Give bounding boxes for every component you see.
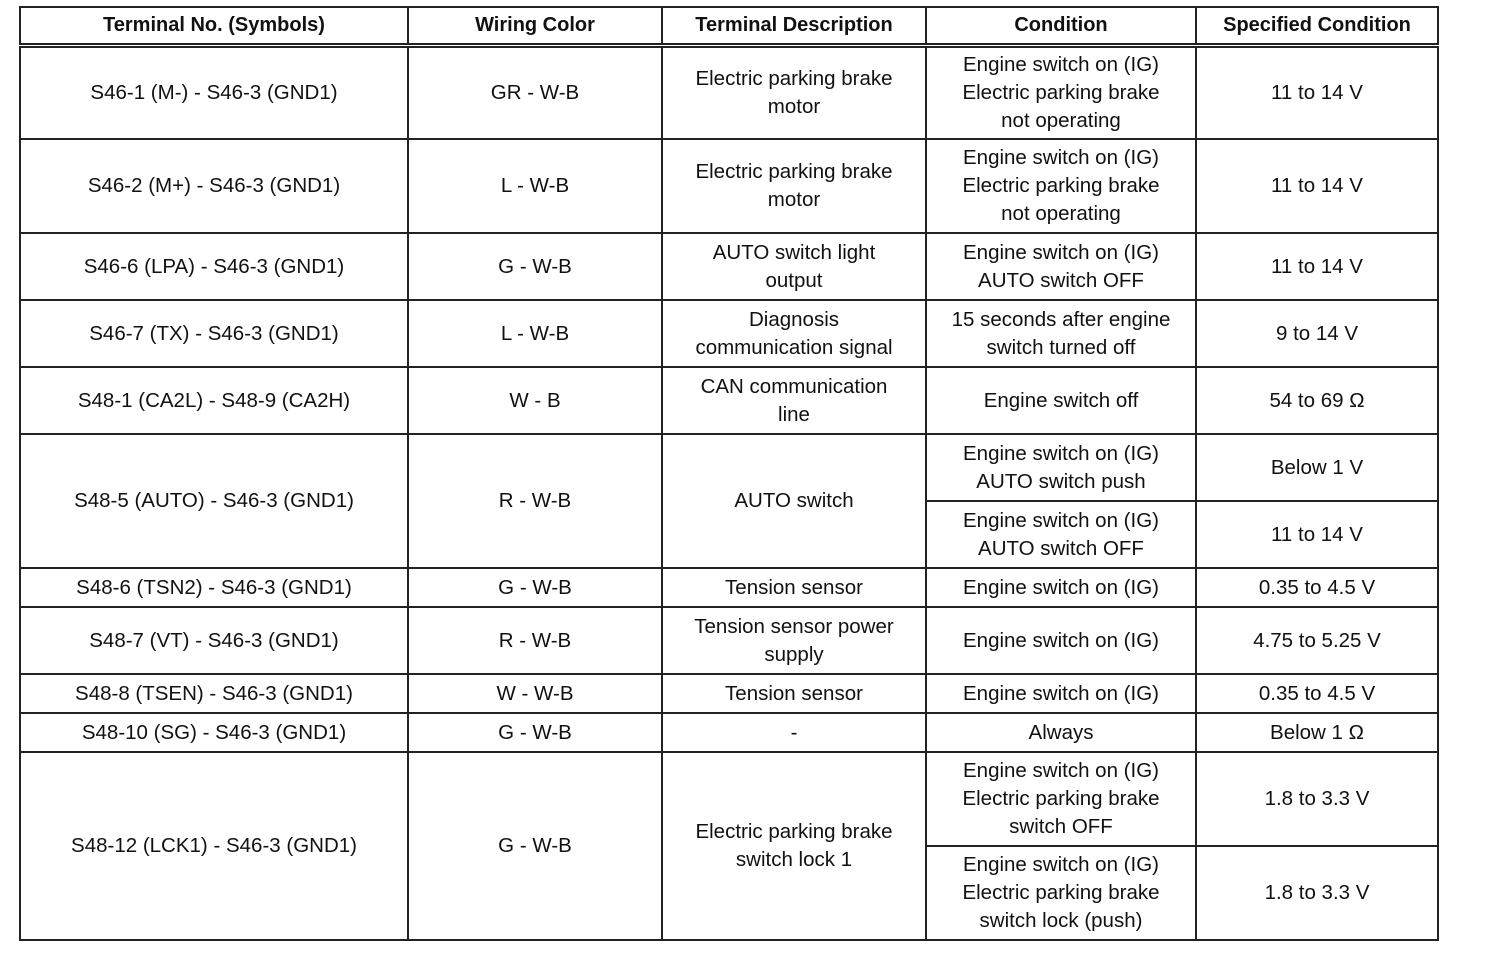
table-row [20, 674, 1438, 713]
specified-condition-cell: 0.35 to 4.5 V [1196, 674, 1438, 713]
wiring-color-cell: W - B [408, 367, 662, 434]
description-cell: CAN communication line [662, 367, 926, 434]
table-row [20, 139, 1438, 233]
description-cell: Electric parking brake switch lock 1 [662, 752, 926, 940]
description-cell: - [662, 713, 926, 752]
table-header-row [20, 7, 1438, 45]
description-cell: Electric parking brake motor [662, 45, 926, 139]
header-specified-condition: Specified Condition [1196, 7, 1438, 45]
condition-cell: Engine switch off [926, 367, 1196, 434]
terminal-cell: S46-2 (M+) - S46-3 (GND1) [20, 139, 408, 233]
specified-condition-cell: 1.8 to 3.3 V [1196, 846, 1438, 940]
header-wiring-color: Wiring Color [408, 7, 662, 45]
description-cell: Electric parking brake motor [662, 139, 926, 233]
specified-condition-cell: 9 to 14 V [1196, 300, 1438, 367]
description-cell: Tension sensor [662, 674, 926, 713]
condition-cell: Engine switch on (IG) AUTO switch OFF [926, 501, 1196, 568]
terminal-cell: S48-6 (TSN2) - S46-3 (GND1) [20, 568, 408, 607]
condition-cell: Engine switch on (IG) [926, 674, 1196, 713]
condition-cell: Engine switch on (IG) [926, 607, 1196, 674]
specified-condition-cell: 11 to 14 V [1196, 501, 1438, 568]
wiring-color-cell: L - W-B [408, 300, 662, 367]
condition-cell: Engine switch on (IG) Electric parking brake switch lock (push) [926, 846, 1196, 940]
specified-condition-cell: 0.35 to 4.5 V [1196, 568, 1438, 607]
terminal-cell: S48-12 (LCK1) - S46-3 (GND1) [20, 752, 408, 940]
wiring-color-cell: G - W-B [408, 752, 662, 940]
table-row [20, 300, 1438, 367]
table-row [20, 434, 1438, 501]
table-row [20, 45, 1438, 139]
wiring-color-cell: G - W-B [408, 568, 662, 607]
terminal-cell: S46-6 (LPA) - S46-3 (GND1) [20, 233, 408, 300]
description-cell: Tension sensor [662, 568, 926, 607]
wiring-color-cell: R - W-B [408, 434, 662, 568]
terminal-cell: S48-1 (CA2L) - S48-9 (CA2H) [20, 367, 408, 434]
terminal-cell: S48-5 (AUTO) - S46-3 (GND1) [20, 434, 408, 568]
specified-condition-cell: 4.75 to 5.25 V [1196, 607, 1438, 674]
condition-cell: Engine switch on (IG) Electric parking brake not operating [926, 45, 1196, 139]
condition-cell: Engine switch on (IG) AUTO switch push [926, 434, 1196, 501]
description-cell: AUTO switch light output [662, 233, 926, 300]
terminal-cell: S46-7 (TX) - S46-3 (GND1) [20, 300, 408, 367]
specified-condition-cell: 11 to 14 V [1196, 233, 1438, 300]
terminal-cell: S48-7 (VT) - S46-3 (GND1) [20, 607, 408, 674]
wiring-color-cell: R - W-B [408, 607, 662, 674]
description-cell: Tension sensor power supply [662, 607, 926, 674]
specified-condition-cell: Below 1 Ω [1196, 713, 1438, 752]
table-row [20, 607, 1438, 674]
wiring-color-cell: GR - W-B [408, 45, 662, 139]
specified-condition-cell: 11 to 14 V [1196, 139, 1438, 233]
header-terminal: Terminal No. (Symbols) [20, 7, 408, 45]
terminal-cell: S48-10 (SG) - S46-3 (GND1) [20, 713, 408, 752]
specified-condition-cell: 11 to 14 V [1196, 45, 1438, 139]
condition-cell: 15 seconds after engine switch turned off [926, 300, 1196, 367]
header-terminal-description: Terminal Description [662, 7, 926, 45]
table-row [20, 752, 1438, 846]
condition-cell: Engine switch on (IG) AUTO switch OFF [926, 233, 1196, 300]
table-row [20, 233, 1438, 300]
condition-cell: Engine switch on (IG) Electric parking brake not operating [926, 139, 1196, 233]
condition-cell: Always [926, 713, 1196, 752]
description-cell: AUTO switch [662, 434, 926, 568]
terminal-cell: S48-8 (TSEN) - S46-3 (GND1) [20, 674, 408, 713]
specified-condition-cell: 1.8 to 3.3 V [1196, 752, 1438, 846]
table-row [20, 568, 1438, 607]
terminal-cell: S46-1 (M-) - S46-3 (GND1) [20, 45, 408, 139]
wiring-color-cell: W - W-B [408, 674, 662, 713]
header-condition: Condition [926, 7, 1196, 45]
condition-cell: Engine switch on (IG) [926, 568, 1196, 607]
wiring-color-cell: G - W-B [408, 713, 662, 752]
condition-cell: Engine switch on (IG) Electric parking brake switch OFF [926, 752, 1196, 846]
description-cell: Diagnosis communication signal [662, 300, 926, 367]
wiring-color-cell: G - W-B [408, 233, 662, 300]
wiring-color-cell: L - W-B [408, 139, 662, 233]
table-row [20, 367, 1438, 434]
terminal-inspection-table [19, 6, 1439, 941]
specified-condition-cell: 54 to 69 Ω [1196, 367, 1438, 434]
specified-condition-cell: Below 1 V [1196, 434, 1438, 501]
table-row [20, 713, 1438, 752]
